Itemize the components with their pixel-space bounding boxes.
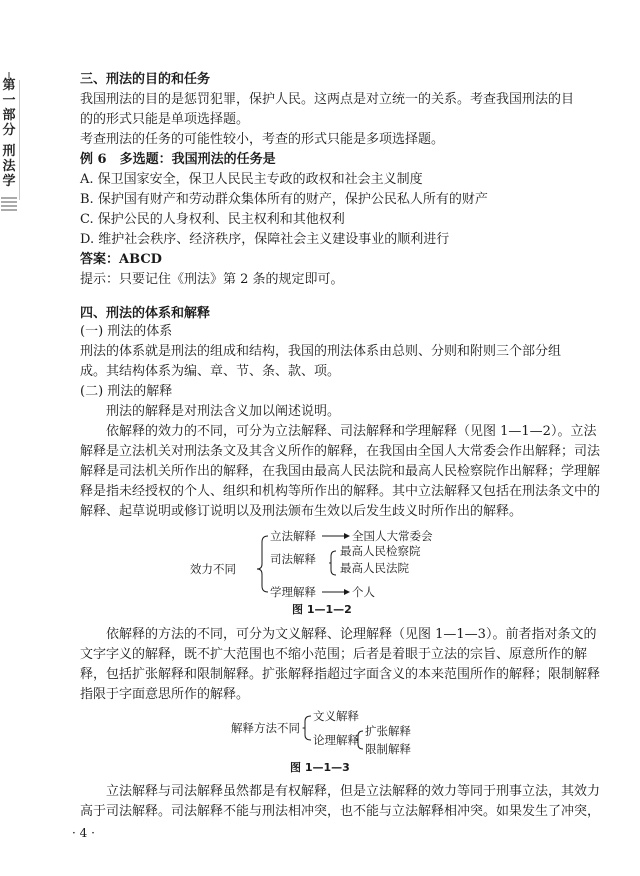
section-heading-4: 四、刑法的体系和解释 xyxy=(80,306,211,321)
fig2-node-expansive: 扩张解释 xyxy=(365,724,411,738)
hint: 提示：只要记住《刑法》第 2 条的规定即可。 xyxy=(80,272,344,287)
fig2-caption: 图 1—1—3 xyxy=(290,761,350,774)
paragraph-line: 文字字义的解释，既不扩大范围也不缩小范围；后者是着眼于立法的宗旨、原意所作的解 xyxy=(80,647,588,662)
option-d: D. 维护社会秩序、经济秩序，保障社会主义建设事业的顺利进行 xyxy=(80,232,450,247)
side-tab-char: 法 xyxy=(2,159,16,174)
paragraph-line: 的的形式只能是单项选择题。 xyxy=(80,112,250,127)
page-number: · 4 · xyxy=(72,826,95,840)
fig2-root: 解释方法不同 xyxy=(231,721,300,735)
fig2-node-restrictive: 限制解释 xyxy=(365,742,411,756)
paragraph-line: 指限于字面意思所作的解释。 xyxy=(80,687,250,702)
fig1-root: 效力不同 xyxy=(190,562,236,576)
fig2-node-literal: 文义解释 xyxy=(313,709,359,723)
section-heading-3: 三、刑法的目的和任务 xyxy=(80,72,211,87)
fig2-brace xyxy=(303,716,311,740)
fig1-node-npc: 全国人大常委会 xyxy=(352,529,433,543)
option-a: A. 保卫国家安全，保卫人民民主专政的政权和社会主义制度 xyxy=(80,172,423,187)
fig1-node-procuratorate: 最高人民检察院 xyxy=(340,544,421,558)
fig1-node-individual: 个人 xyxy=(352,585,375,599)
paragraph-line: 我国刑法的目的是惩罚犯罪，保护人民。这两点是对立统一的关系。考查我国刑法的目 xyxy=(80,92,575,107)
paragraph-line: 释是指未经授权的个人、组织和机构等所作出的解释。其中立法解释又包括在刑法条文中的 xyxy=(80,484,601,499)
side-tab-char: 学 xyxy=(2,174,16,189)
answer: 答案：ABCD xyxy=(80,252,162,267)
fig1-sub-brace xyxy=(330,551,337,575)
fig1-node-legislative: 立法解释 xyxy=(270,529,316,543)
fig2-sub-brace xyxy=(357,731,364,749)
paragraph-line: 依解释的效力的不同，可分为立法解释、司法解释和学理解释（见图 1—1—2）。立法 xyxy=(106,424,597,439)
paragraph-line: 释，包括扩张解释和限制解释。扩张解释指超过字面含义的本来范围所作的解释；限制解释 xyxy=(80,667,601,682)
fig1-node-academic: 学理解释 xyxy=(270,585,316,599)
side-tab-char: 分 xyxy=(2,123,16,138)
paragraph-line: 高于司法解释。司法解释不能与刑法相冲突，也不能与立法解释相冲突。如果发生了冲突， xyxy=(80,804,601,819)
paragraph-line: 解释、起草说明或修订说明以及刑法颁布生效以后发生歧义时所作出的解释。 xyxy=(80,504,523,519)
paragraph-line: 解释是立法机关对刑法条文及其含义所作的解释，在我国由全国人大常委会作出解释；司法 xyxy=(80,444,601,459)
paragraph-line: 成。其结构体系为编、章、节、条、款、项。 xyxy=(80,364,341,379)
fig2-node-reasoned: 论理解释 xyxy=(313,733,359,747)
paragraph-line: 立法解释与司法解释虽然都是有权解释，但是立法解释的效力等同于刑事立法，其效力 xyxy=(106,784,601,799)
paragraph-line: 解释是司法机关所作出的解释，在我国由最高人民法院和最高人民检察院作出解释；学理解 xyxy=(80,464,601,479)
example-title: 例 6 多选题：我国刑法的任务是 xyxy=(80,152,276,167)
side-tab-char: 部 xyxy=(2,108,16,123)
option-b: B. 保护国有财产和劳动群众集体所有的财产，保护公民私人所有的财产 xyxy=(80,192,488,207)
paragraph-line: 依解释的方法的不同，可分为文义解释、论理解释（见图 1—1—3）。前者指对条文的 xyxy=(106,627,597,642)
side-tab-char: 刑 xyxy=(2,144,16,159)
paragraph-line: 刑法的体系就是刑法的组成和结构，我国的刑法体系由总则、分则和附则三个部分组 xyxy=(80,344,562,359)
fig1-brace xyxy=(257,536,268,592)
side-tab-char: 第 xyxy=(2,78,16,93)
side-tab-char: 一 xyxy=(2,93,16,108)
fig1-node-court: 最高人民法院 xyxy=(340,561,409,575)
fig1-node-judicial: 司法解释 xyxy=(270,552,316,566)
paragraph-line: 刑法的解释是对刑法含义加以阐述说明。 xyxy=(106,404,341,419)
subsection-heading: (一) 刑法的体系 xyxy=(80,324,173,339)
paragraph-line: 考查刑法的任务的可能性较小，考查的形式只能是多项选择题。 xyxy=(80,132,445,147)
fig1-caption: 图 1—1—2 xyxy=(292,603,352,616)
option-c: C. 保护公民的人身权利、民主权利和其他权利 xyxy=(80,212,345,227)
subsection-heading: (二) 刑法的解释 xyxy=(80,384,173,399)
